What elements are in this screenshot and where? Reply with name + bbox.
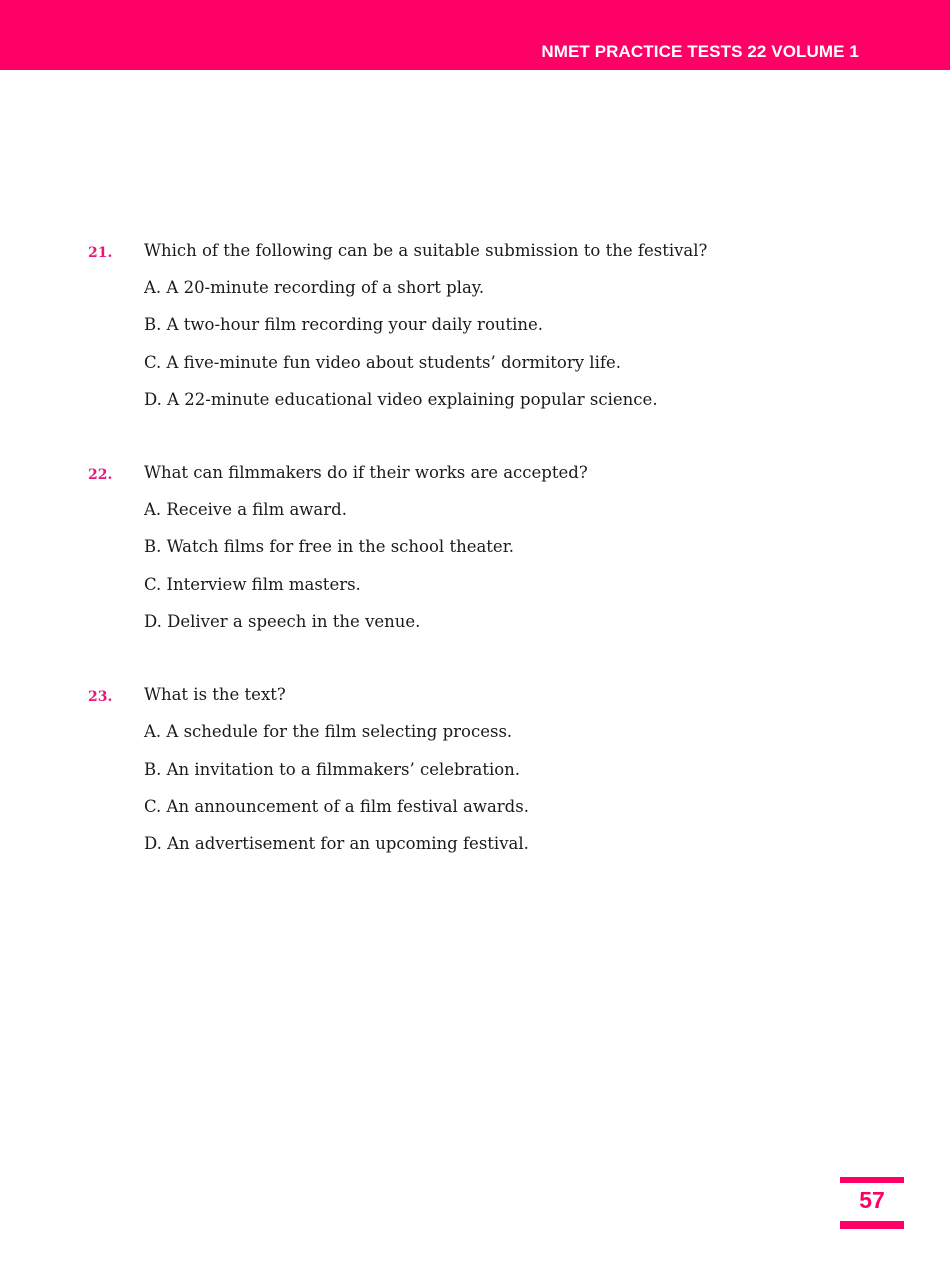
option-text: A. A 20-minute recording of a short play. — [144, 278, 485, 297]
option-text: C. Interview film masters. — [144, 574, 361, 594]
option-d — [88, 833, 888, 870]
option-text: D. A 22-minute educational video explaining popular science. — [144, 389, 658, 409]
page-number: 57 — [859, 1187, 885, 1213]
questions-list — [88, 240, 888, 907]
page-number-rule-top — [840, 1177, 904, 1183]
option-text: A. Receive a film award. — [144, 500, 347, 520]
option-text: C. A five-minute fun video about students’ dormitory life. — [144, 352, 621, 372]
option-b — [88, 536, 888, 573]
option-text: C. An announcement of a film festival awards. — [144, 796, 529, 816]
page-number-rule-bottom — [840, 1221, 904, 1229]
option-d — [88, 611, 888, 648]
option-text: A. A schedule for the film selecting process. — [144, 722, 513, 742]
option-d — [88, 389, 888, 426]
header-title: NMET PRACTICE TESTS 22 VOLUME 1 — [541, 42, 859, 61]
question-number: 23. — [88, 689, 113, 706]
option-text: B. Watch films for free in the school theater. — [144, 537, 515, 557]
question-23 — [88, 684, 888, 870]
question-text: What can filmmakers do if their works are accepted? — [144, 463, 588, 483]
question-stem — [88, 240, 888, 277]
question-stem — [88, 684, 888, 721]
option-c — [88, 796, 888, 833]
question-21 — [88, 240, 888, 426]
option-text: B. An invitation to a filmmakers’ celebration. — [144, 759, 521, 779]
question-text: What is the text? — [144, 685, 286, 705]
option-a — [88, 277, 888, 314]
option-text: D. Deliver a speech in the venue. — [144, 612, 421, 632]
page-number-block — [840, 1177, 904, 1229]
option-b — [88, 314, 888, 351]
option-b — [88, 759, 888, 796]
question-text: Which of the following can be a suitable submission to the festival? — [144, 241, 708, 260]
option-c — [88, 352, 888, 389]
option-text: B. A two-hour film recording your daily routine. — [144, 315, 544, 335]
question-number: 21. — [88, 245, 113, 261]
option-c — [88, 574, 888, 611]
question-stem — [88, 462, 888, 499]
option-a — [88, 721, 888, 758]
question-22 — [88, 462, 888, 648]
option-text: D. An advertisement for an upcoming festival. — [144, 834, 529, 854]
question-number: 22. — [88, 467, 113, 484]
option-a — [88, 499, 888, 536]
